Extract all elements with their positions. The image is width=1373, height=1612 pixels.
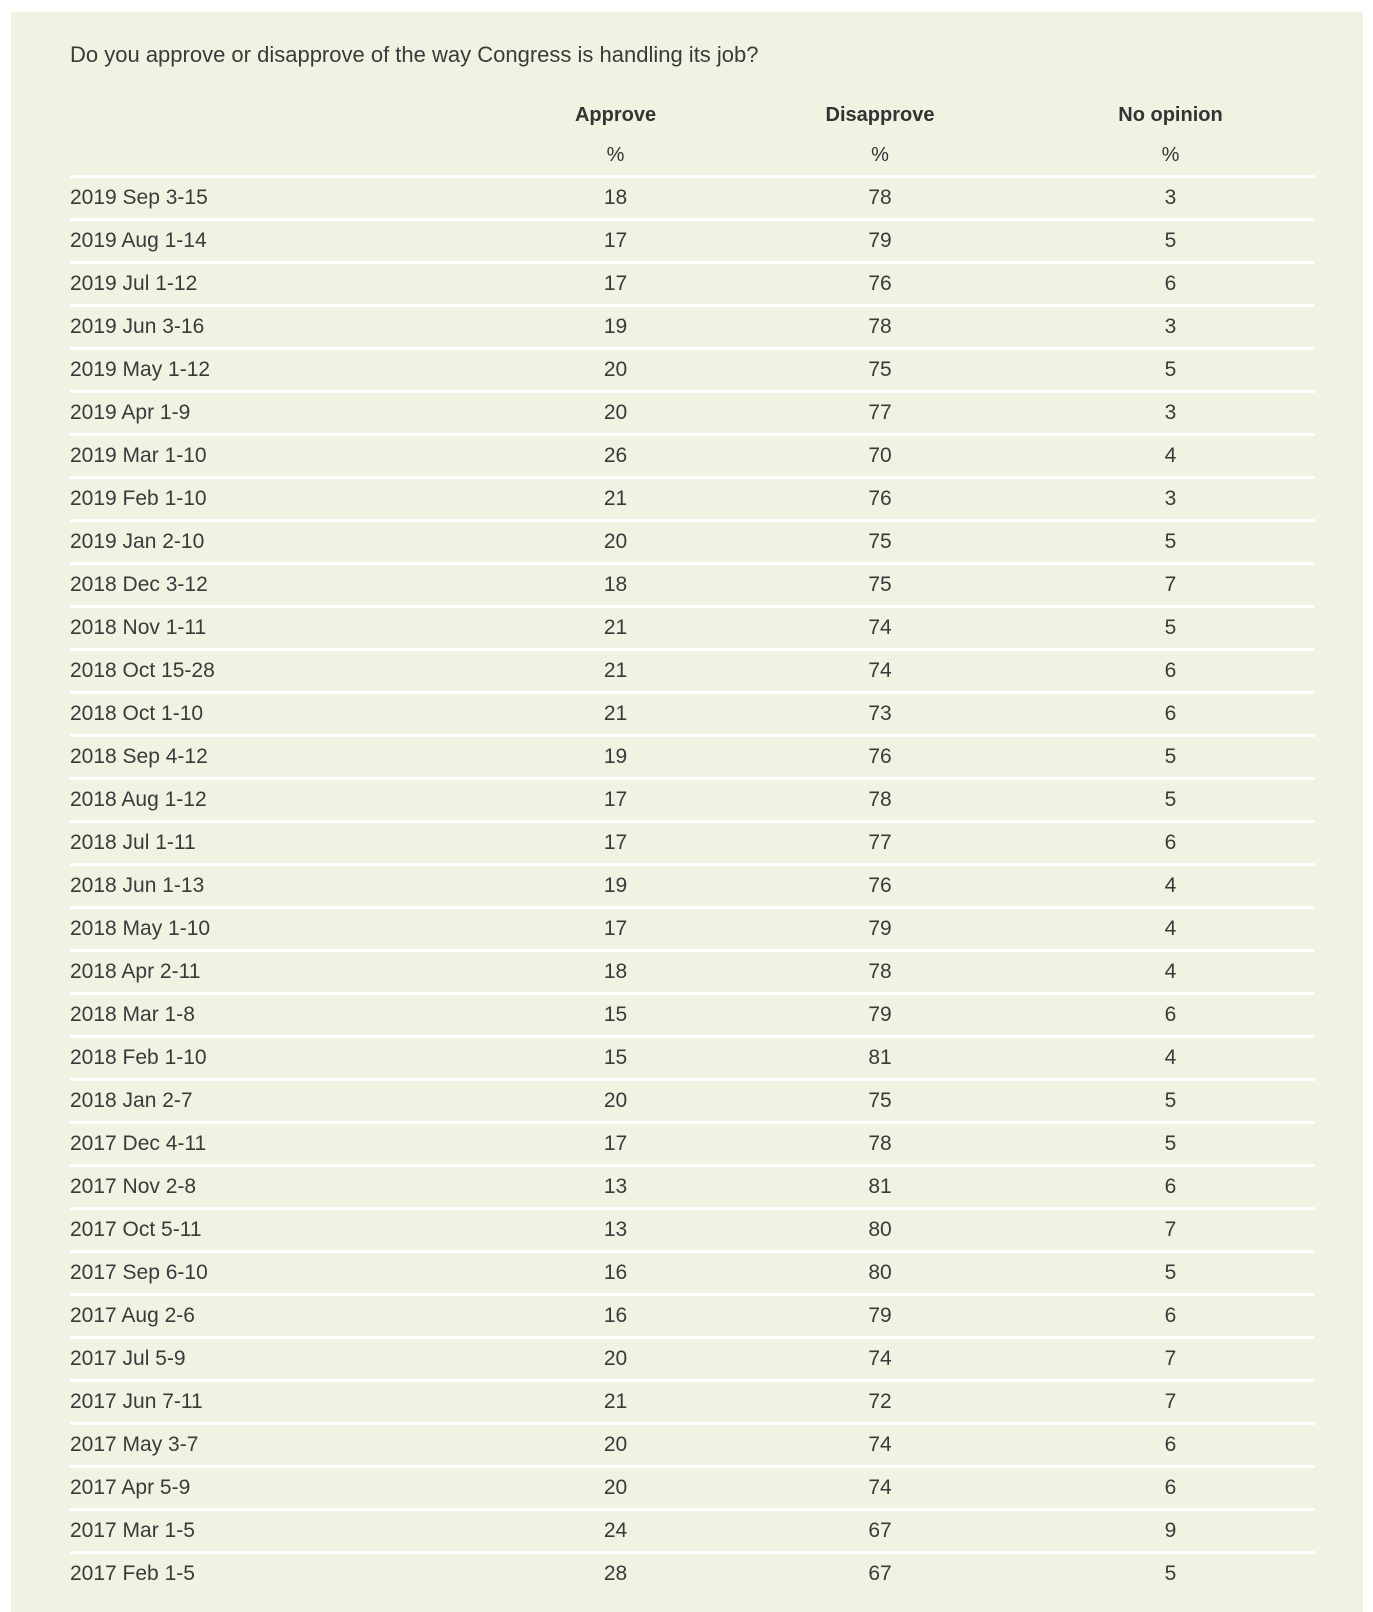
approve-cell: 20 — [603, 401, 628, 424]
no-opinion-cell: 6 — [1164, 272, 1177, 295]
disapprove-cell: 67 — [868, 1562, 892, 1585]
date-cell: 2018 Jun 1-13 — [70, 874, 205, 897]
disapprove-cell: 70 — [868, 444, 892, 467]
table-row — [70, 1293, 1315, 1336]
header-row — [70, 95, 1315, 135]
approve-cell: 21 — [603, 616, 628, 639]
table-row — [70, 1164, 1315, 1207]
no-opinion-cell: 5 — [1164, 1132, 1177, 1155]
date-cell: 2019 Mar 1-10 — [70, 444, 207, 467]
table-row — [70, 562, 1315, 605]
date-cell: 2019 Sep 3-15 — [70, 186, 208, 209]
date-cell: 2018 Jul 1-11 — [70, 831, 196, 854]
no-opinion-cell: 5 — [1164, 358, 1177, 381]
no-opinion-cell: 6 — [1164, 659, 1177, 682]
disapprove-cell: 75 — [868, 530, 892, 553]
disapprove-cell: 75 — [868, 1089, 892, 1112]
approve-cell: 15 — [603, 1003, 628, 1026]
date-cell: 2019 Jul 1-12 — [70, 272, 198, 295]
disapprove-cell: 75 — [868, 358, 892, 381]
date-cell: 2017 Aug 2-6 — [70, 1304, 195, 1327]
table-row — [70, 347, 1315, 390]
table-row — [70, 1508, 1315, 1551]
disapprove-cell: 74 — [868, 1433, 892, 1456]
approve-cell: 18 — [603, 960, 628, 983]
no-opinion-cell: 7 — [1164, 1390, 1177, 1413]
no-opinion-cell: 5 — [1164, 745, 1177, 768]
disapprove-cell: 78 — [868, 788, 892, 811]
date-cell: 2017 Jul 5-9 — [70, 1347, 186, 1370]
approve-cell: 20 — [603, 1089, 628, 1112]
table-row — [70, 1207, 1315, 1250]
table-title: Do you approve or disapprove of the way Congress is handling its job? — [70, 42, 759, 67]
no-opinion-cell: 5 — [1164, 1562, 1177, 1585]
disapprove-cell: 73 — [868, 702, 892, 725]
approve-cell: 16 — [603, 1304, 628, 1327]
disapprove-cell: 78 — [868, 1132, 892, 1155]
date-cell: 2017 Dec 4-11 — [70, 1132, 207, 1155]
table-row — [70, 906, 1315, 949]
table-row — [70, 949, 1315, 992]
date-cell: 2017 Apr 5-9 — [70, 1476, 191, 1499]
disapprove-cell: 77 — [868, 401, 892, 424]
date-cell: 2018 Oct 15-28 — [70, 659, 215, 682]
no-opinion-cell: 7 — [1164, 1347, 1177, 1370]
no-opinion-cell: 7 — [1164, 573, 1177, 596]
no-opinion-cell: 6 — [1164, 702, 1177, 725]
approve-cell: 21 — [603, 659, 628, 682]
table-row — [70, 1465, 1315, 1508]
disapprove-cell: 78 — [868, 186, 892, 209]
date-cell: 2017 Mar 1-5 — [70, 1519, 195, 1542]
table-row — [70, 605, 1315, 648]
table-panel — [11, 12, 1363, 1612]
unit-disapprove: % — [871, 143, 889, 166]
no-opinion-cell: 6 — [1164, 831, 1177, 854]
disapprove-cell: 74 — [868, 616, 892, 639]
unit-row — [70, 135, 1315, 175]
date-cell: 2018 May 1-10 — [70, 917, 211, 940]
no-opinion-cell: 5 — [1164, 530, 1177, 553]
table-row — [70, 1035, 1315, 1078]
date-cell: 2018 Jan 2-7 — [70, 1089, 193, 1112]
no-opinion-cell: 3 — [1164, 315, 1177, 338]
table-row — [70, 519, 1315, 562]
no-opinion-cell: 5 — [1164, 788, 1177, 811]
no-opinion-cell: 3 — [1164, 186, 1177, 209]
approve-cell: 26 — [603, 444, 628, 467]
table-body — [70, 175, 1315, 1594]
approve-cell: 20 — [603, 530, 628, 553]
approve-cell: 17 — [603, 1132, 628, 1155]
no-opinion-cell: 5 — [1164, 616, 1177, 639]
approve-cell: 19 — [603, 874, 628, 897]
date-cell: 2017 Oct 5-11 — [70, 1218, 202, 1241]
disapprove-cell: 75 — [868, 573, 892, 596]
table-row — [70, 734, 1315, 777]
disapprove-cell: 77 — [868, 831, 892, 854]
table-row — [70, 820, 1315, 863]
table-row — [70, 1551, 1315, 1594]
date-cell: 2018 Nov 1-11 — [70, 616, 207, 639]
no-opinion-cell: 4 — [1164, 960, 1177, 983]
approve-cell: 20 — [603, 1476, 628, 1499]
disapprove-cell: 79 — [868, 917, 892, 940]
table-row — [70, 691, 1315, 734]
disapprove-cell: 79 — [868, 1304, 892, 1327]
table-row — [70, 476, 1315, 519]
no-opinion-cell: 5 — [1164, 1261, 1177, 1284]
date-cell: 2019 Aug 1-14 — [70, 229, 207, 252]
disapprove-cell: 74 — [868, 1347, 892, 1370]
disapprove-cell: 76 — [868, 487, 892, 510]
approve-cell: 20 — [603, 358, 628, 381]
disapprove-cell: 81 — [868, 1046, 892, 1069]
unit-approve: % — [606, 143, 625, 166]
table-row — [70, 433, 1315, 476]
table-row — [70, 304, 1315, 347]
table-row — [70, 175, 1315, 218]
table-row — [70, 218, 1315, 261]
date-cell: 2018 Apr 2-11 — [70, 960, 201, 983]
disapprove-cell: 78 — [868, 960, 892, 983]
no-opinion-cell: 3 — [1164, 401, 1177, 424]
disapprove-cell: 78 — [868, 315, 892, 338]
no-opinion-cell: 9 — [1164, 1519, 1177, 1542]
approve-cell: 17 — [603, 272, 628, 295]
no-opinion-cell: 5 — [1164, 1089, 1177, 1112]
approve-cell: 17 — [603, 229, 628, 252]
date-cell: 2018 Sep 4-12 — [70, 745, 208, 768]
disapprove-cell: 80 — [868, 1261, 892, 1284]
no-opinion-cell: 6 — [1164, 1476, 1177, 1499]
approve-cell: 17 — [603, 831, 628, 854]
approve-cell: 20 — [603, 1433, 628, 1456]
table-row — [70, 1379, 1315, 1422]
date-cell: 2018 Dec 3-12 — [70, 573, 208, 596]
disapprove-cell: 67 — [868, 1519, 892, 1542]
no-opinion-cell: 4 — [1164, 917, 1177, 940]
data-table — [70, 95, 1315, 1594]
no-opinion-cell: 4 — [1164, 1046, 1177, 1069]
table-row — [70, 1078, 1315, 1121]
disapprove-cell: 80 — [868, 1218, 892, 1241]
approve-cell: 18 — [603, 186, 628, 209]
disapprove-cell: 79 — [868, 229, 892, 252]
date-cell: 2017 Nov 2-8 — [70, 1175, 197, 1198]
no-opinion-cell: 4 — [1164, 444, 1177, 467]
disapprove-cell: 72 — [868, 1390, 892, 1413]
no-opinion-cell: 6 — [1164, 1433, 1177, 1456]
column-header-disapprove: Disapprove — [825, 103, 935, 126]
approve-cell: 21 — [603, 487, 628, 510]
table-row — [70, 1336, 1315, 1379]
approve-cell: 20 — [603, 1347, 628, 1370]
approve-cell: 21 — [603, 1390, 628, 1413]
column-header-no-opinion: No opinion — [1118, 103, 1223, 126]
table-row — [70, 1250, 1315, 1293]
approve-cell: 19 — [603, 745, 628, 768]
date-cell: 2018 Mar 1-8 — [70, 1003, 195, 1026]
date-cell: 2019 Feb 1-10 — [70, 487, 207, 510]
approve-cell: 19 — [603, 315, 628, 338]
date-cell: 2017 May 3-7 — [70, 1433, 199, 1456]
table-row — [70, 390, 1315, 433]
date-cell: 2017 Jun 7-11 — [70, 1390, 203, 1413]
date-cell: 2017 Sep 6-10 — [70, 1261, 208, 1284]
column-header-approve: Approve — [574, 103, 657, 126]
approve-cell: 24 — [603, 1519, 628, 1542]
unit-no-opinion: % — [1161, 143, 1180, 166]
table-row — [70, 648, 1315, 691]
approve-cell: 17 — [603, 788, 628, 811]
date-cell: 2018 Aug 1-12 — [70, 788, 207, 811]
no-opinion-cell: 6 — [1164, 1003, 1177, 1026]
approve-cell: 21 — [603, 702, 628, 725]
disapprove-cell: 76 — [868, 272, 892, 295]
date-cell: 2019 May 1-12 — [70, 358, 211, 381]
approve-cell: 15 — [603, 1046, 628, 1069]
disapprove-cell: 81 — [868, 1175, 892, 1198]
no-opinion-cell: 5 — [1164, 229, 1177, 252]
disapprove-cell: 76 — [868, 745, 892, 768]
date-cell: 2017 Feb 1-5 — [70, 1562, 195, 1585]
approve-cell: 28 — [603, 1562, 628, 1585]
date-cell: 2019 Jan 2-10 — [70, 530, 205, 553]
approve-cell: 16 — [603, 1261, 628, 1284]
date-cell: 2018 Feb 1-10 — [70, 1046, 207, 1069]
disapprove-cell: 74 — [868, 1476, 892, 1499]
no-opinion-cell: 4 — [1164, 874, 1177, 897]
date-cell: 2018 Oct 1-10 — [70, 702, 204, 725]
approve-cell: 13 — [603, 1218, 628, 1241]
disapprove-cell: 79 — [868, 1003, 892, 1026]
date-cell: 2019 Apr 1-9 — [70, 401, 191, 424]
no-opinion-cell: 6 — [1164, 1304, 1177, 1327]
approve-cell: 17 — [603, 917, 628, 940]
disapprove-cell: 76 — [868, 874, 892, 897]
no-opinion-cell: 3 — [1164, 487, 1177, 510]
table-row — [70, 777, 1315, 820]
table-row — [70, 261, 1315, 304]
table-row — [70, 863, 1315, 906]
no-opinion-cell: 7 — [1164, 1218, 1177, 1241]
table-row — [70, 1121, 1315, 1164]
approve-cell: 13 — [603, 1175, 628, 1198]
disapprove-cell: 74 — [868, 659, 892, 682]
table-row — [70, 1422, 1315, 1465]
table-row — [70, 992, 1315, 1035]
approve-cell: 18 — [603, 573, 628, 596]
date-cell: 2019 Jun 3-16 — [70, 315, 205, 338]
no-opinion-cell: 6 — [1164, 1175, 1177, 1198]
